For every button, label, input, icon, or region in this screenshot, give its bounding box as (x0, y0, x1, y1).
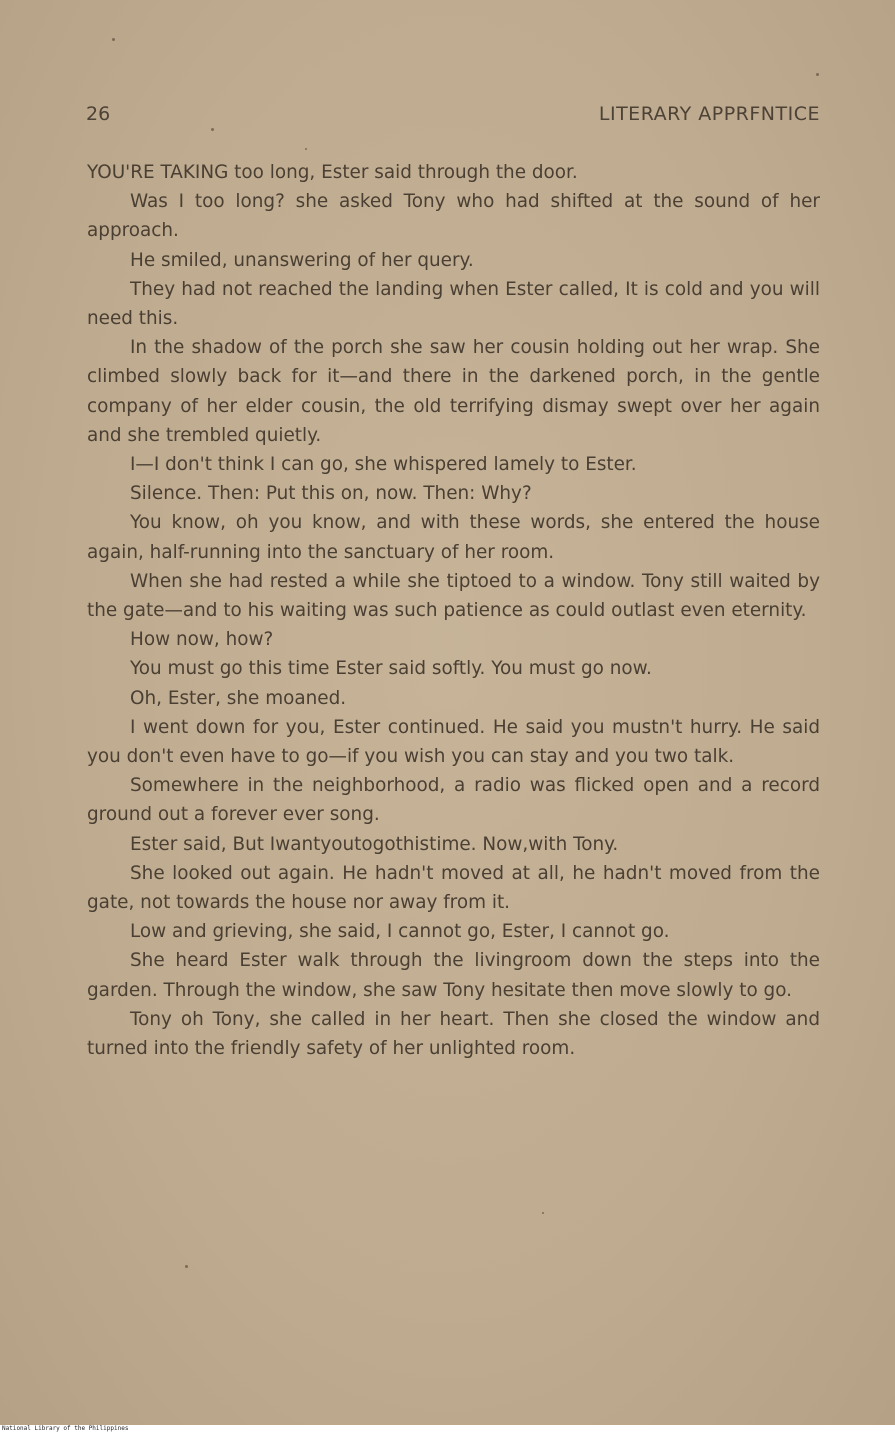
paragraph: When she had rested a while she tiptoed to a window. Tony still waited by the gate—and to his waiting was such patience as could outlast even eternity. (87, 570, 820, 622)
paragraph: I—I don't think I can go, she whispered lamely to Ester. (130, 454, 637, 476)
paper-speck (542, 1212, 544, 1214)
paragraph: Silence. Then: Put this on, now. Then: Why? (130, 483, 532, 505)
paper-speck (185, 1265, 188, 1268)
paragraph: They had not reached the landing when Ester called, It is cold and you will need this. (87, 278, 820, 330)
paragraph: You must go this time Ester said softly. You must go now. (130, 658, 652, 680)
paragraph: Ester said, But Iwantyoutogothistime. Now,with Tony. (130, 833, 619, 855)
paper-speck (816, 73, 819, 76)
paragraph: Oh, Ester, she moaned. (130, 687, 347, 709)
paragraph: In the shadow of the porch she saw her cousin holding out her wrap. She climbed slowly back for it—and there in the darkened porch, in the gentle company of her elder cousin, the old terrifying dismay swept over her again and she trembled quietly. (87, 337, 820, 446)
running-head: LITERARY APPRFNTICE (598, 103, 820, 125)
paragraph: I went down for you, Ester continued. He said you mustn't hurry. He said you don't even have to go—if you wish you can stay and you two talk. (87, 716, 820, 768)
page-number: 26 (86, 103, 111, 125)
scan-footer (0, 1425, 895, 1433)
paragraph: Low and grieving, she said, I cannot go, Ester, I cannot go. (130, 921, 670, 943)
paragraph: Tony oh Tony, she called in her heart. Then she closed the window and turned into the friendly safety of her unlighted room. (87, 1008, 820, 1060)
paper-speck (112, 38, 115, 41)
library-credit: National Library of the Philippines (2, 1425, 129, 1432)
paragraph: You know, oh you know, and with these words, she entered the house again, half-running into the sanctuary of her room. (87, 512, 820, 563)
story-text (87, 158, 820, 1063)
paragraph: She looked out again. He hadn't moved at all, he hadn't moved from the gate, not towards the house nor away from it. (87, 862, 820, 914)
paragraph: Somewhere in the neighborhood, a radio was flicked open and a record ground out a forever ever song. (87, 775, 820, 826)
page-header (86, 103, 820, 133)
paragraph: Was I too long? she asked Tony who had shifted at the sound of her approach. (87, 191, 820, 242)
paper-speck (305, 148, 307, 150)
paragraph: YOU'RE TAKING too long, Ester said through the door. (87, 162, 578, 183)
paragraph: How now, how? (130, 629, 274, 651)
paragraph: She heard Ester walk through the livingroom down the steps into the garden. Through the window, she saw Tony hesitate then move slowly to go. (87, 950, 820, 1001)
paragraph: He smiled, unanswering of her query. (130, 249, 474, 271)
